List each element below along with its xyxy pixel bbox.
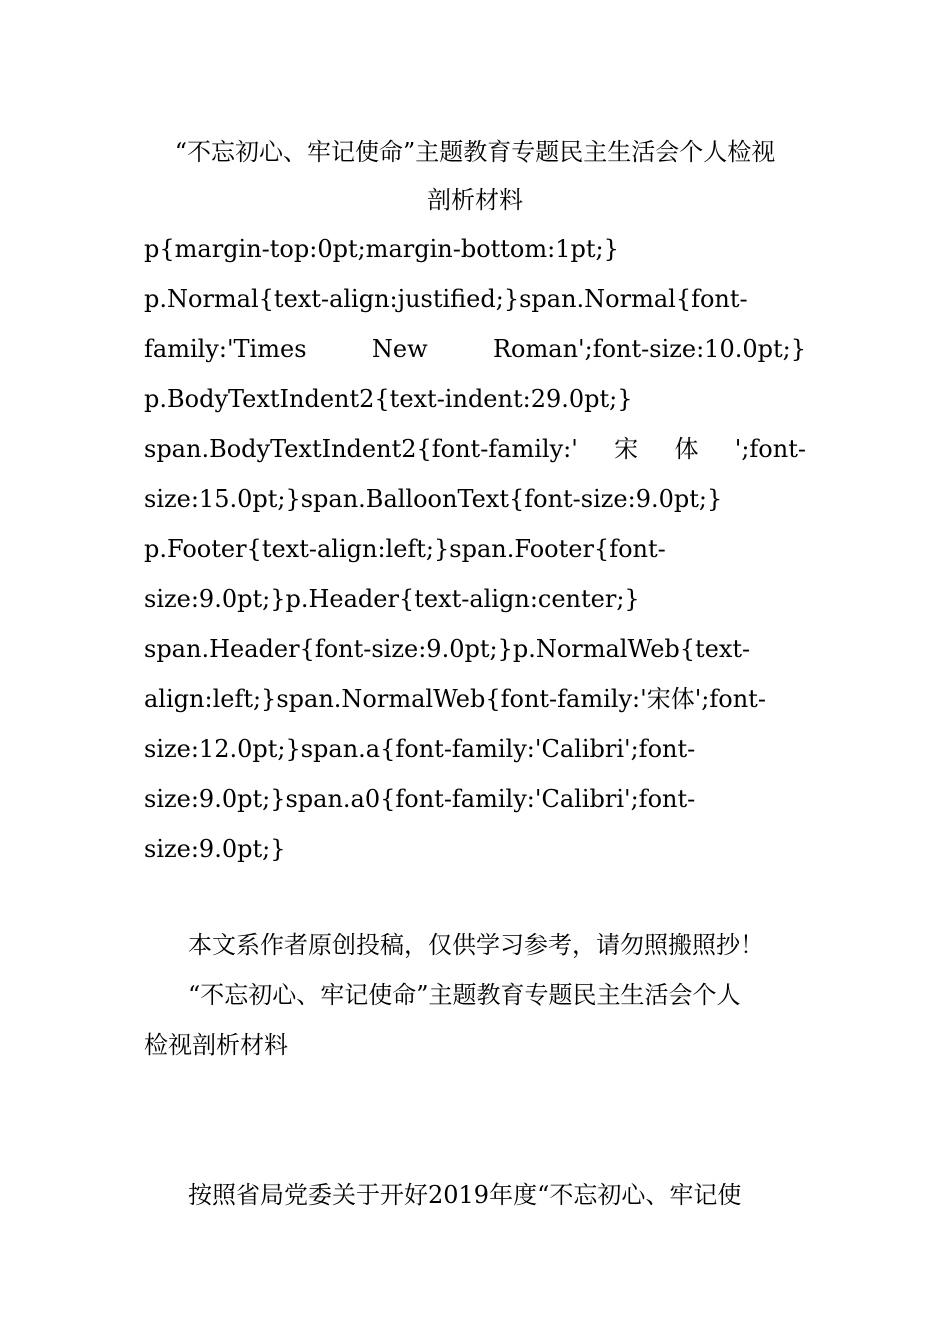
css-line: size:12.0pt;}span.a{font-family:'Calibri';font- [144,735,696,763]
repeat-title-line-2: 检视剖析材料 [144,1031,288,1059]
css-line: size:15.0pt;}span.BalloonText{font-size:9.0pt;} [144,485,723,513]
css-line-word: Roman';font-size:10.0pt;} [492,335,806,363]
opening-paragraph [144,1170,806,1220]
css-text-block [144,224,806,874]
css-line: p.BodyTextIndent2{text-indent:29.0pt;} [144,385,633,413]
css-line: p.Footer{text-align:left;}span.Footer{font- [144,535,666,563]
css-line-word: New [371,335,428,363]
title-line-2: 剖析材料 [427,186,523,214]
css-line-word: 体 [674,435,699,463]
css-line: p.Normal{text-align:justified;}span.Normal{font- [144,285,748,313]
css-line-word: family:'Times [144,335,307,363]
css-line-word: 宋 [614,435,639,463]
document-title [140,128,810,224]
css-line: span.Header{font-size:9.0pt;}p.NormalWeb{text- [144,635,751,663]
css-line: size:9.0pt;} [144,835,286,863]
repeat-title-line-1: “不忘初心、牢记使命”主题教育专题民主生活会个人 [188,981,741,1009]
notice-text: 本文系作者原创投稿，仅供学习参考，请勿照搬照抄！ [188,931,764,959]
css-line-word: ';font- [734,435,806,463]
css-line-word: span.BodyTextIndent2{font-family:' [144,435,578,463]
css-line: align:left;}span.NormalWeb{font-family:'宋体';font- [144,685,766,713]
css-line: size:9.0pt;}span.a0{font-family:'Calibri';font- [144,785,696,813]
css-line: size:9.0pt;}p.Header{text-align:center;} [144,585,640,613]
css-line: p{margin-top:0pt;margin-bottom:1pt;} [144,235,619,263]
css-line [144,424,806,474]
title-line-1: “不忘初心、牢记使命”主题教育专题民主生活会个人检视 [174,138,776,166]
opening-line: 按照省局党委关于开好2019年度“不忘初心、牢记使 [188,1181,742,1209]
notice-paragraph [144,920,806,1070]
css-line [144,324,806,374]
